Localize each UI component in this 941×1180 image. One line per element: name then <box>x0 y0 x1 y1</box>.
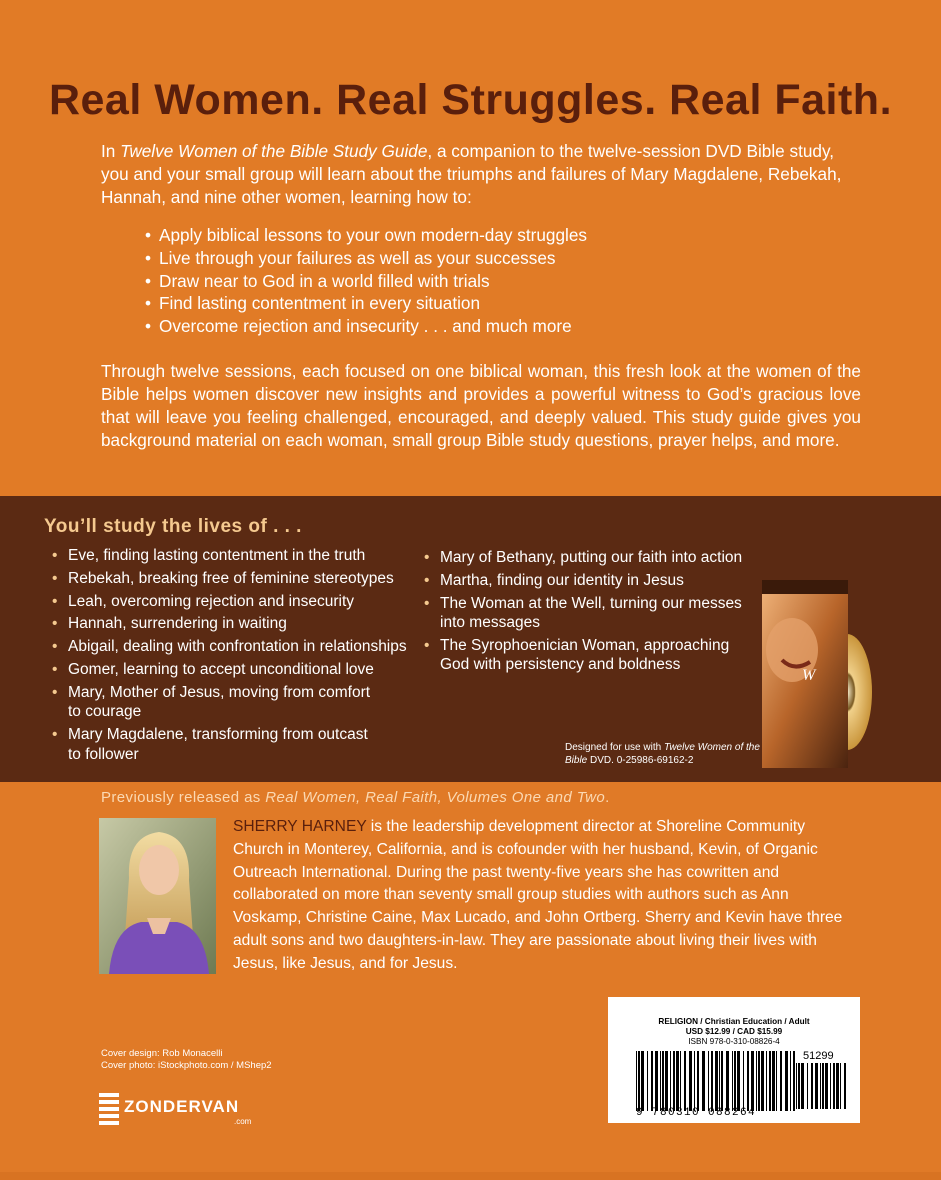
author-bio <box>233 816 853 976</box>
life-item: • Rebekah, breaking free of feminine stereotypes <box>46 569 426 589</box>
lives-title: You’ll study the lives of . . . <box>44 516 302 537</box>
barcode-box <box>608 997 860 1123</box>
intro-prefix: In <box>101 141 121 161</box>
life-item: • Mary Magdalene, transforming from outcast to follower <box>46 725 368 764</box>
benefit-item: • Apply biblical lessons to your own modern-day struggles <box>145 224 587 247</box>
author-name: SHERRY HARNEY <box>233 818 367 835</box>
barcode-category: RELIGION / Christian Education / Adult <box>658 1017 810 1026</box>
life-item: • Eve, finding lasting contentment in the truth <box>46 546 426 566</box>
barcode-isbn: ISBN 978-0-310-08826-4 <box>688 1037 780 1046</box>
lives-list-left <box>46 546 426 767</box>
life-item: • Leah, overcoming rejection and insecurity <box>46 592 426 612</box>
dvd-caption: Designed for use with Twelve Women of the Bible DVD. 0-25986-69162-2 <box>565 742 760 766</box>
lives-list-right <box>418 548 758 678</box>
life-item: • The Woman at the Well, turning our messes into messages <box>418 594 760 633</box>
intro-book-title: Twelve Women of the Bible Study Guide <box>120 141 428 161</box>
publisher-logo: ZONDERVAN <box>124 1097 240 1116</box>
barcode-price: USD $12.99 / CAD $15.99 <box>685 1027 783 1036</box>
benefit-item: • Find lasting contentment in every situation <box>145 292 587 315</box>
barcode-price-code: 51299 <box>803 1050 834 1062</box>
life-item: • Mary, Mother of Jesus, moving from comfort to courage <box>46 683 378 722</box>
benefit-item: • Overcome rejection and insecurity . . . and much more <box>145 315 587 338</box>
benefits-list <box>145 224 587 338</box>
cover-design-credit: Cover design: Rob Monacelli <box>101 1048 223 1059</box>
life-item: • The Syrophoenician Woman, approaching God with persistency and boldness <box>418 636 760 675</box>
zondervan-logo-icon <box>99 1093 121 1125</box>
previously-released: Previously released as Real Women, Real Faith, Volumes One and Two. <box>101 789 610 806</box>
life-item: • Hannah, surrendering in waiting <box>46 614 426 634</box>
benefit-item: • Live through your failures as well as your successes <box>145 247 587 270</box>
life-item: • Martha, finding our identity in Jesus <box>418 571 758 591</box>
svg-text:W: W <box>802 667 816 684</box>
author-bio-text: is the leadership development director at Shoreline Community Church in Monterey, California, and is cofounder with her husband, Kevin, of Organic Outreach International. During the past twenty-five years she has cowritten and collaborated on more than seventy small group studies with authors such as Ann Voskamp, Christine Caine, Max Lucado, and John Ortberg. Sherry and Kevin have three adult sons and two daughters-in-law. They are passionate about living their lives with Jesus, like Jesus, and for Jesus. <box>233 818 843 972</box>
price-barcode <box>796 1063 846 1109</box>
intro-paragraph <box>101 140 861 209</box>
author-photo <box>99 818 216 974</box>
life-item: • Abigail, dealing with confrontation in relationships <box>46 637 426 657</box>
life-item: • Gomer, learning to accept unconditional love <box>46 660 426 680</box>
bottom-edge <box>0 1172 941 1180</box>
description-paragraph: Through twelve sessions, each focused on one biblical woman, this fresh look at the women of the Bible helps women discover new insights and provides a powerful witness to God’s gracious love that will leave you feeling challenged, encouraged, and deeply valued. This study guide gives you background material on each woman, small group Bible study questions, prayer helps, and more. <box>101 361 861 450</box>
publisher-logo-suffix: .com <box>234 1117 252 1126</box>
intro-text: , a companion to the twelve-session DVD Bible study, you and your small group will learn about the triumphs and failures of Mary Magdalene, Rebekah, Hannah, and nine other women, learning how to: <box>101 141 842 207</box>
barcode-digits: 9 780310 088264 <box>636 1107 757 1119</box>
cover-photo-credit: Cover photo: iStockphoto.com / MShep2 <box>101 1060 272 1071</box>
benefit-item: • Draw near to God in a world filled with trials <box>145 270 587 293</box>
life-item: • Mary of Bethany, putting our faith into action <box>418 548 758 568</box>
isbn-barcode <box>636 1051 798 1111</box>
dvd-cover-image <box>762 580 872 768</box>
credits <box>101 1048 272 1072</box>
headline: Real Women. Real Struggles. Real Faith. <box>48 76 893 124</box>
